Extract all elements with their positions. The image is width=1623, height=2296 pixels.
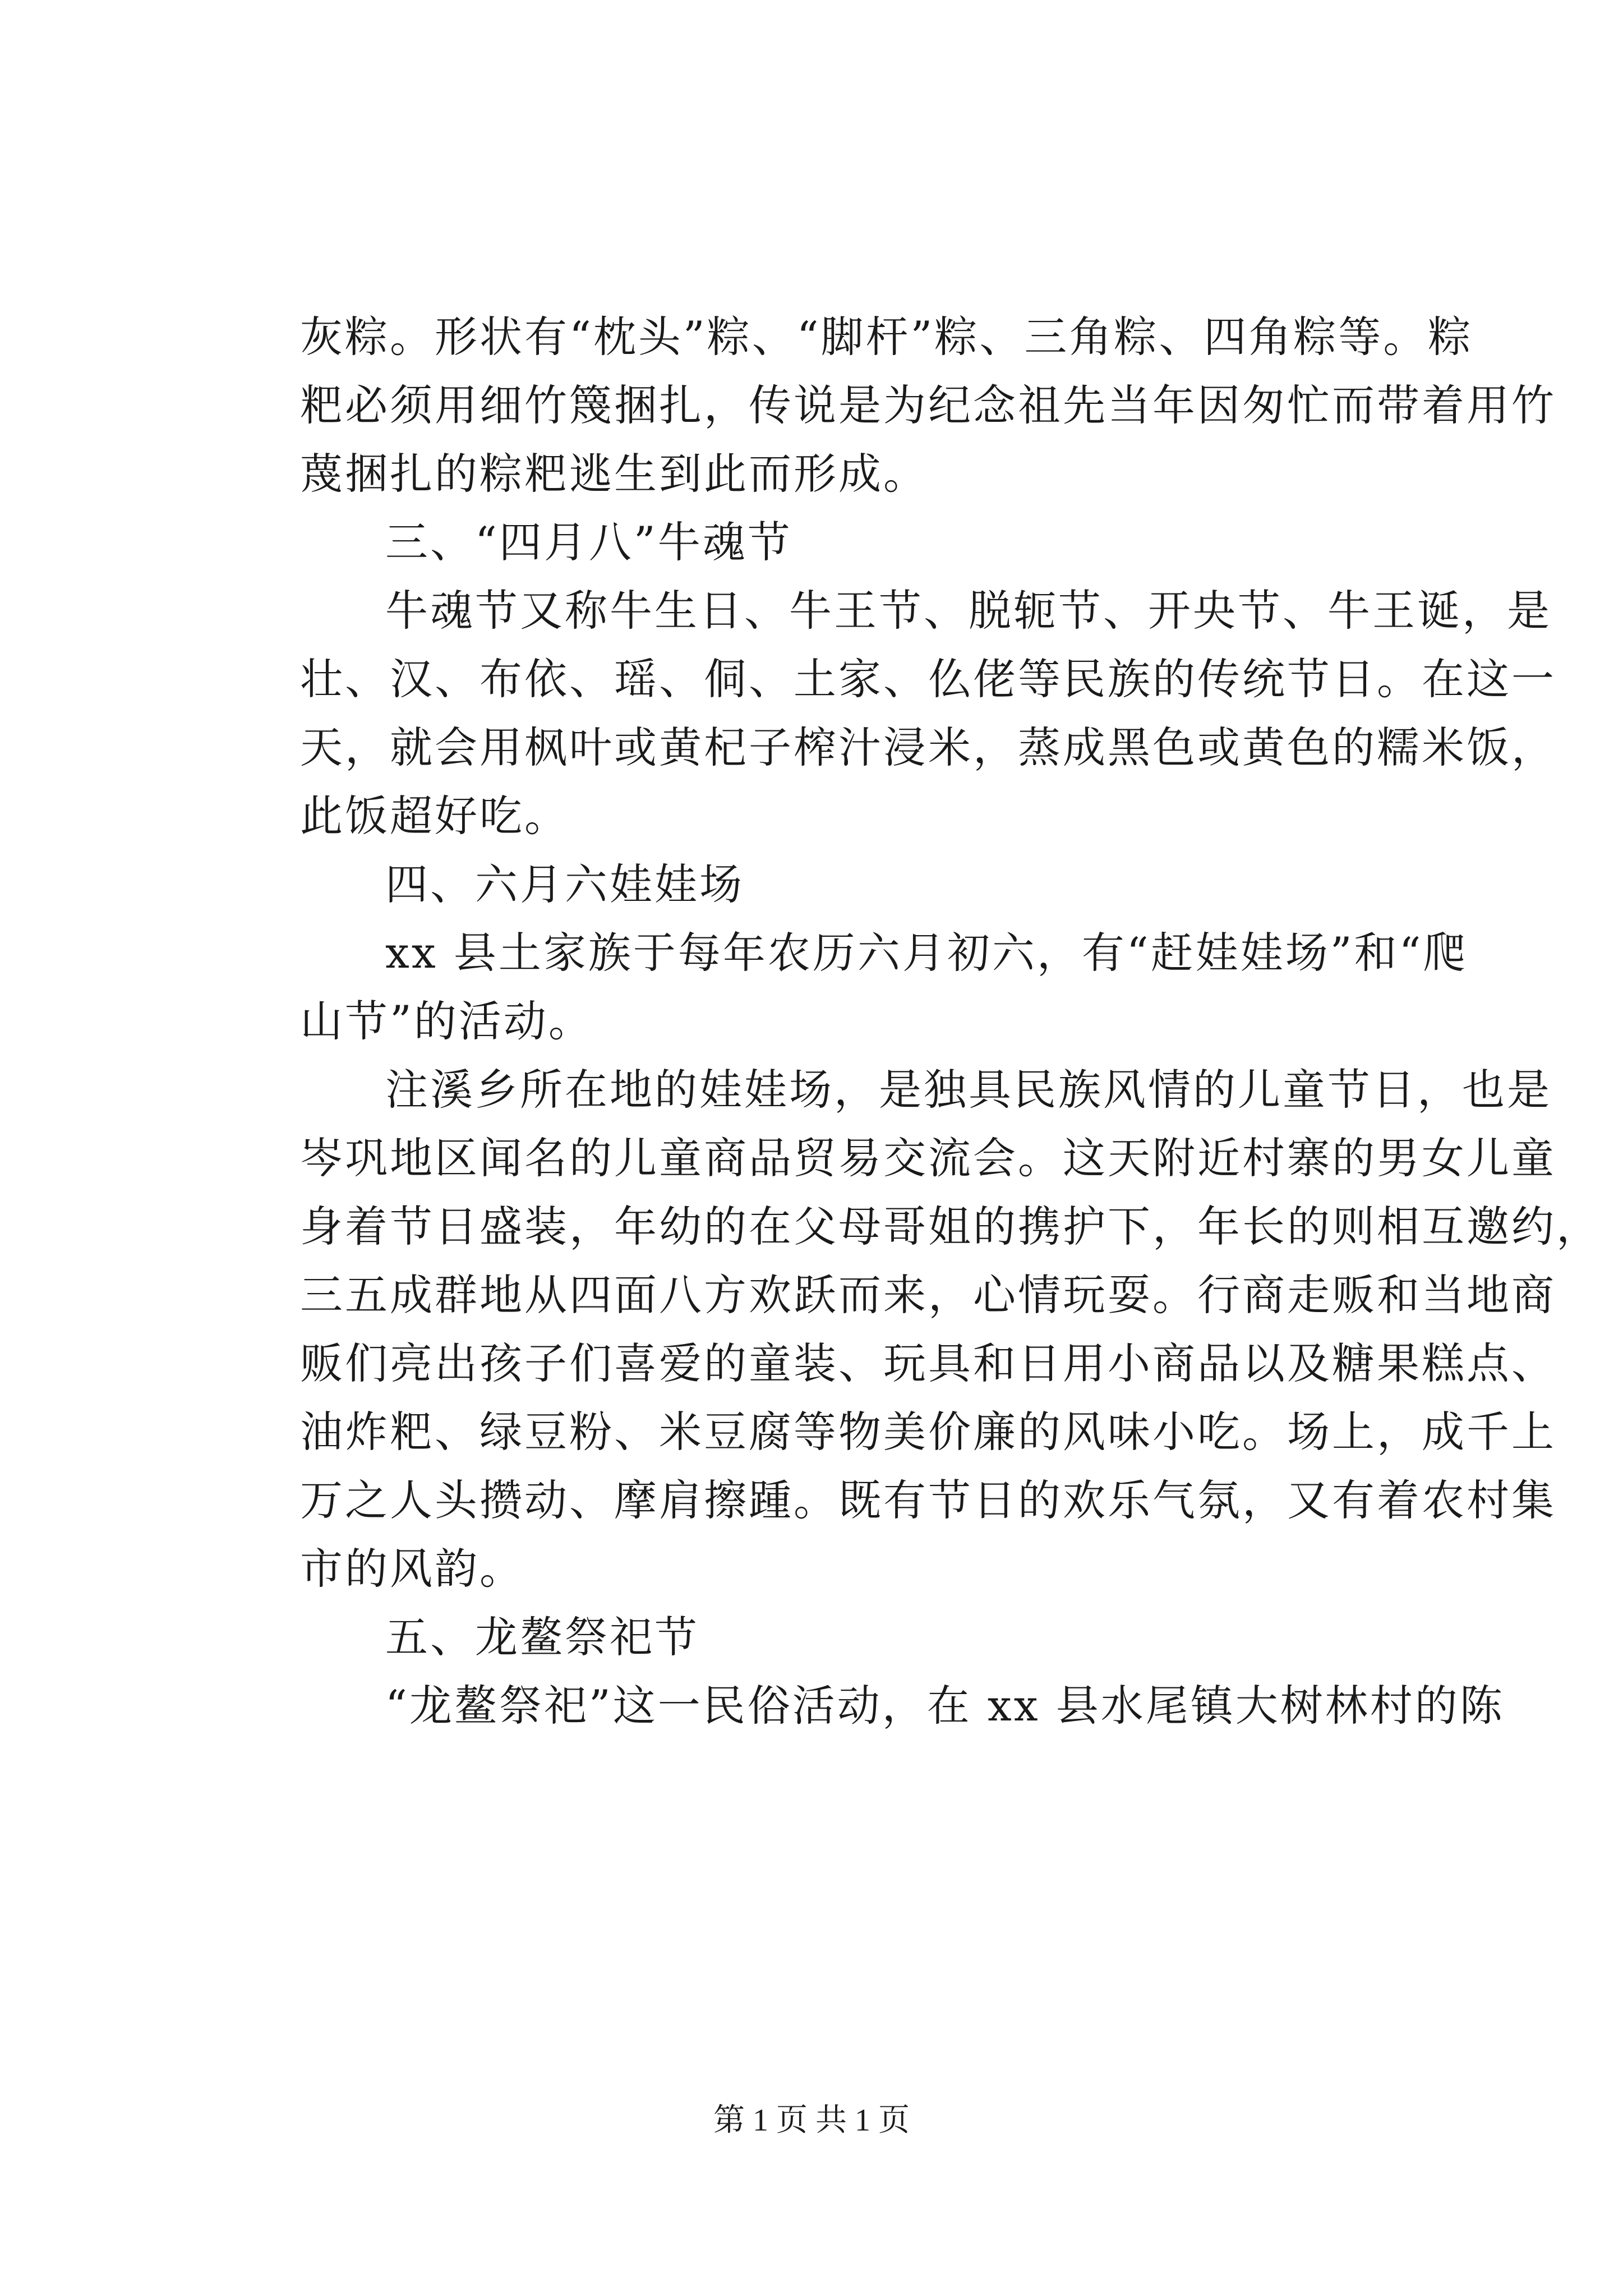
- text-line: 壮、汉、布依、瑶、侗、土家、仫佬等民族的传统节日。在这一: [300, 654, 1556, 704]
- text-line: 粑必须用细竹篾捆扎，传说是为纪念祖先当年因匆忙而带着用竹: [300, 380, 1556, 430]
- text-line: 万之人头攒动、摩肩擦踵。既有节日的欢乐气氛，又有着农村集: [300, 1475, 1556, 1525]
- text-line: xx 县土家族于每年农历六月初六，有“赶娃娃场”和“爬: [385, 928, 1468, 978]
- text-line: 身着节日盛装，年幼的在父母哥姐的携护下，年长的则相互邀约，: [300, 1202, 1601, 1251]
- text-line: 此饭超好吃。: [300, 791, 569, 841]
- text-line: 市的风韵。: [300, 1544, 524, 1594]
- text-line: 岑巩地区闻名的儿童商品贸易交流会。这天附近村寨的男女儿童: [300, 1133, 1556, 1183]
- text-line: “龙鳌祭祀”这一民俗活动，在 xx 县水尾镇大树林村的陈: [385, 1681, 1505, 1731]
- text-line: 灰粽。形状有“枕头”粽、“脚杆”粽、三角粽、四角粽等。粽: [300, 312, 1473, 362]
- page-footer: 第 1 页 共 1 页: [713, 2103, 910, 2138]
- text-line: 山节”的活动。: [300, 996, 593, 1046]
- text-line: 蔑捆扎的粽粑逃生到此而形成。: [300, 449, 928, 499]
- text-line: 注溪乡所在地的娃娃场，是独具民族风情的儿童节日，也是: [385, 1065, 1552, 1115]
- text-line: 牛魂节又称牛生日、牛王节、脱轭节、开央节、牛王诞，是: [385, 586, 1552, 636]
- section-heading: 三、“四月八”牛魂节: [385, 517, 792, 567]
- section-heading: 四、六月六娃娃场: [385, 859, 744, 909]
- text-line: 油炸粑、绿豆粉、米豆腐等物美价廉的风味小吃。场上，成千上: [300, 1407, 1556, 1457]
- section-heading: 五、龙鳌祭祀节: [385, 1612, 699, 1662]
- document-body: [300, 303, 1601, 1740]
- text-line: 贩们亮出孩子们喜爱的童装、玩具和日用小商品以及糖果糕点、: [300, 1338, 1556, 1388]
- text-line: 天，就会用枫叶或黄杞子榨汁浸米，蒸成黑色或黄色的糯米饭，: [300, 723, 1556, 772]
- text-line: 三五成群地从四面八方欢跃而来，心情玩耍。行商走贩和当地商: [300, 1270, 1556, 1320]
